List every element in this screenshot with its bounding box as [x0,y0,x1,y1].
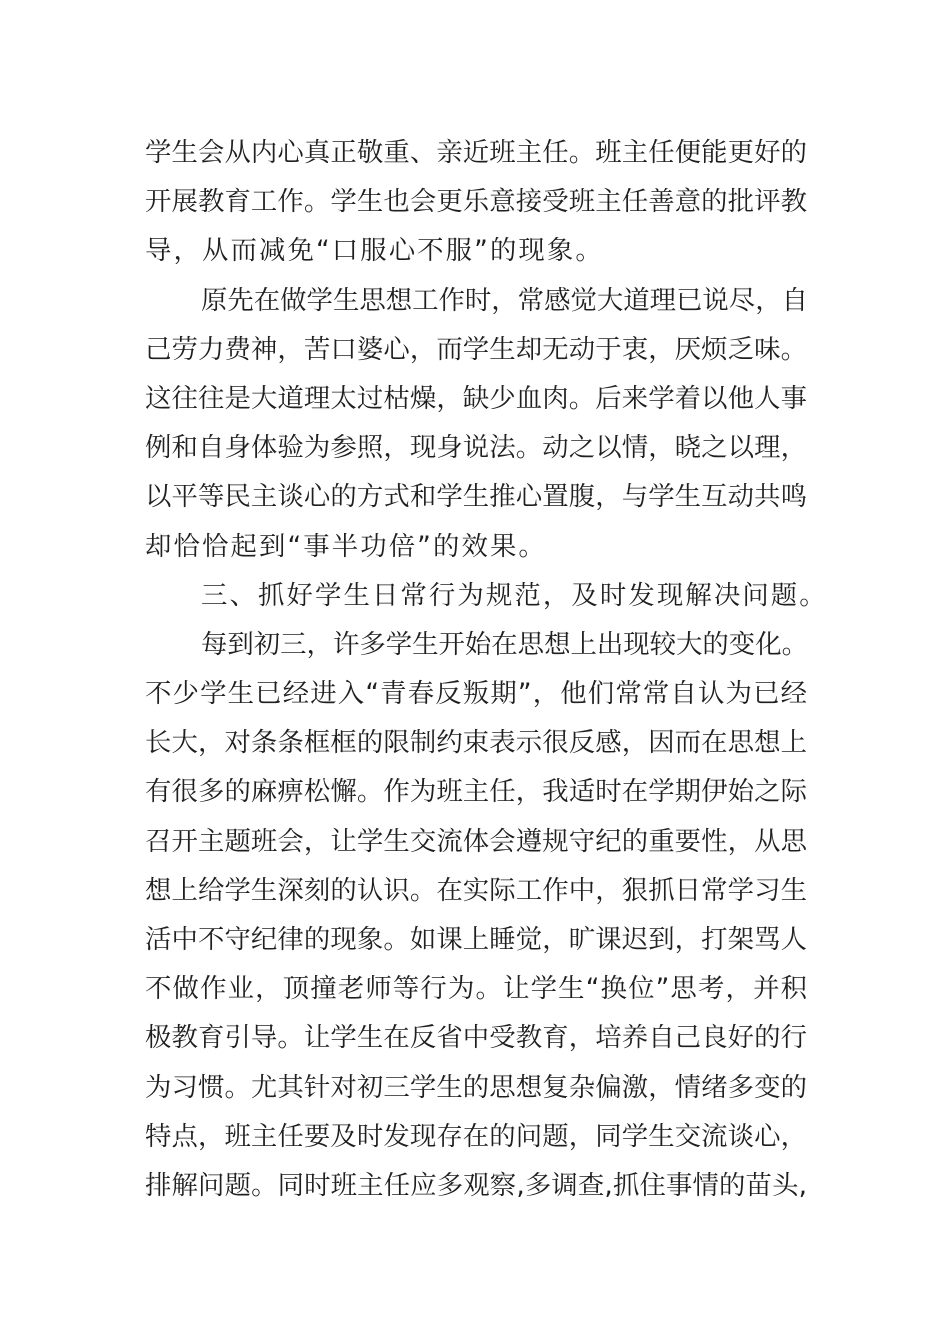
text-line: 学生会从内心真正敬重、亲近班主任。班主任便能更好的 [145,137,807,168]
text-line: 极教育引导。让学生在反省中受教育，培养自己良好的行 [145,1022,807,1054]
text-line: 召开主题班会，让学生交流体会遵规守纪的重要性，从思 [145,825,807,857]
text-line: 以平等民主谈心的方式和学生推心置腹，与学生互动共鸣 [145,481,807,513]
text-line: 有很多的麻痹松懈。作为班主任，我适时在学期伊始之际 [145,776,807,808]
text-line: 例和自身体验为参照，现身说法。动之以情，晓之以理， [145,432,807,464]
text-line: 想上给学生深刻的认识。在实际工作中，狠抓日常学习生 [145,874,807,906]
body-text [145,128,828,1210]
paragraph-first-line: 原先在做学生思想工作时，常感觉大道理已说尽，自 [201,284,808,316]
text-line: 己劳力费神，苦口婆心，而学生却无动于衷，厌烦乏味。 [145,333,807,365]
paragraph-first-line: 每到初三，许多学生开始在思想上出现较大的变化。 [201,628,808,660]
text-line: 为习惯。尤其针对初三学生的思想复杂偏激，情绪多变的 [145,1071,807,1103]
text-line: 排解问题。同时班主任应多观察,多调查,抓住事情的苗头, [145,1169,807,1201]
text-line: 长大，对条条框框的限制约束表示很反感，因而在思想上 [145,727,807,759]
text-line: 活中不守纪律的现象。如课上睡觉，旷课迟到，打架骂人 [145,924,807,955]
text-line: 不做作业，顶撞老师等行为。让学生“换位”思考，并积 [145,973,807,1005]
text-line: 不少学生已经进入“青春反叛期”，他们常常自认为已经 [145,678,807,710]
text-line: 特点，班主任要及时发现存在的问题，同学生交流谈心， [145,1120,807,1152]
text-line: 开展教育工作。学生也会更乐意接受班主任善意的批评教 [145,186,807,218]
text-line: 导，从而减免“口服心不服”的现象。 [145,235,604,267]
section-heading: 三、抓好学生日常行为规范，及时发现解决问题。 [201,579,828,611]
text-line: 这往往是大道理太过枯燥，缺少血肉。后来学着以他人事 [145,382,807,414]
text-line: 却恰恰起到“事半功倍”的效果。 [145,530,547,562]
